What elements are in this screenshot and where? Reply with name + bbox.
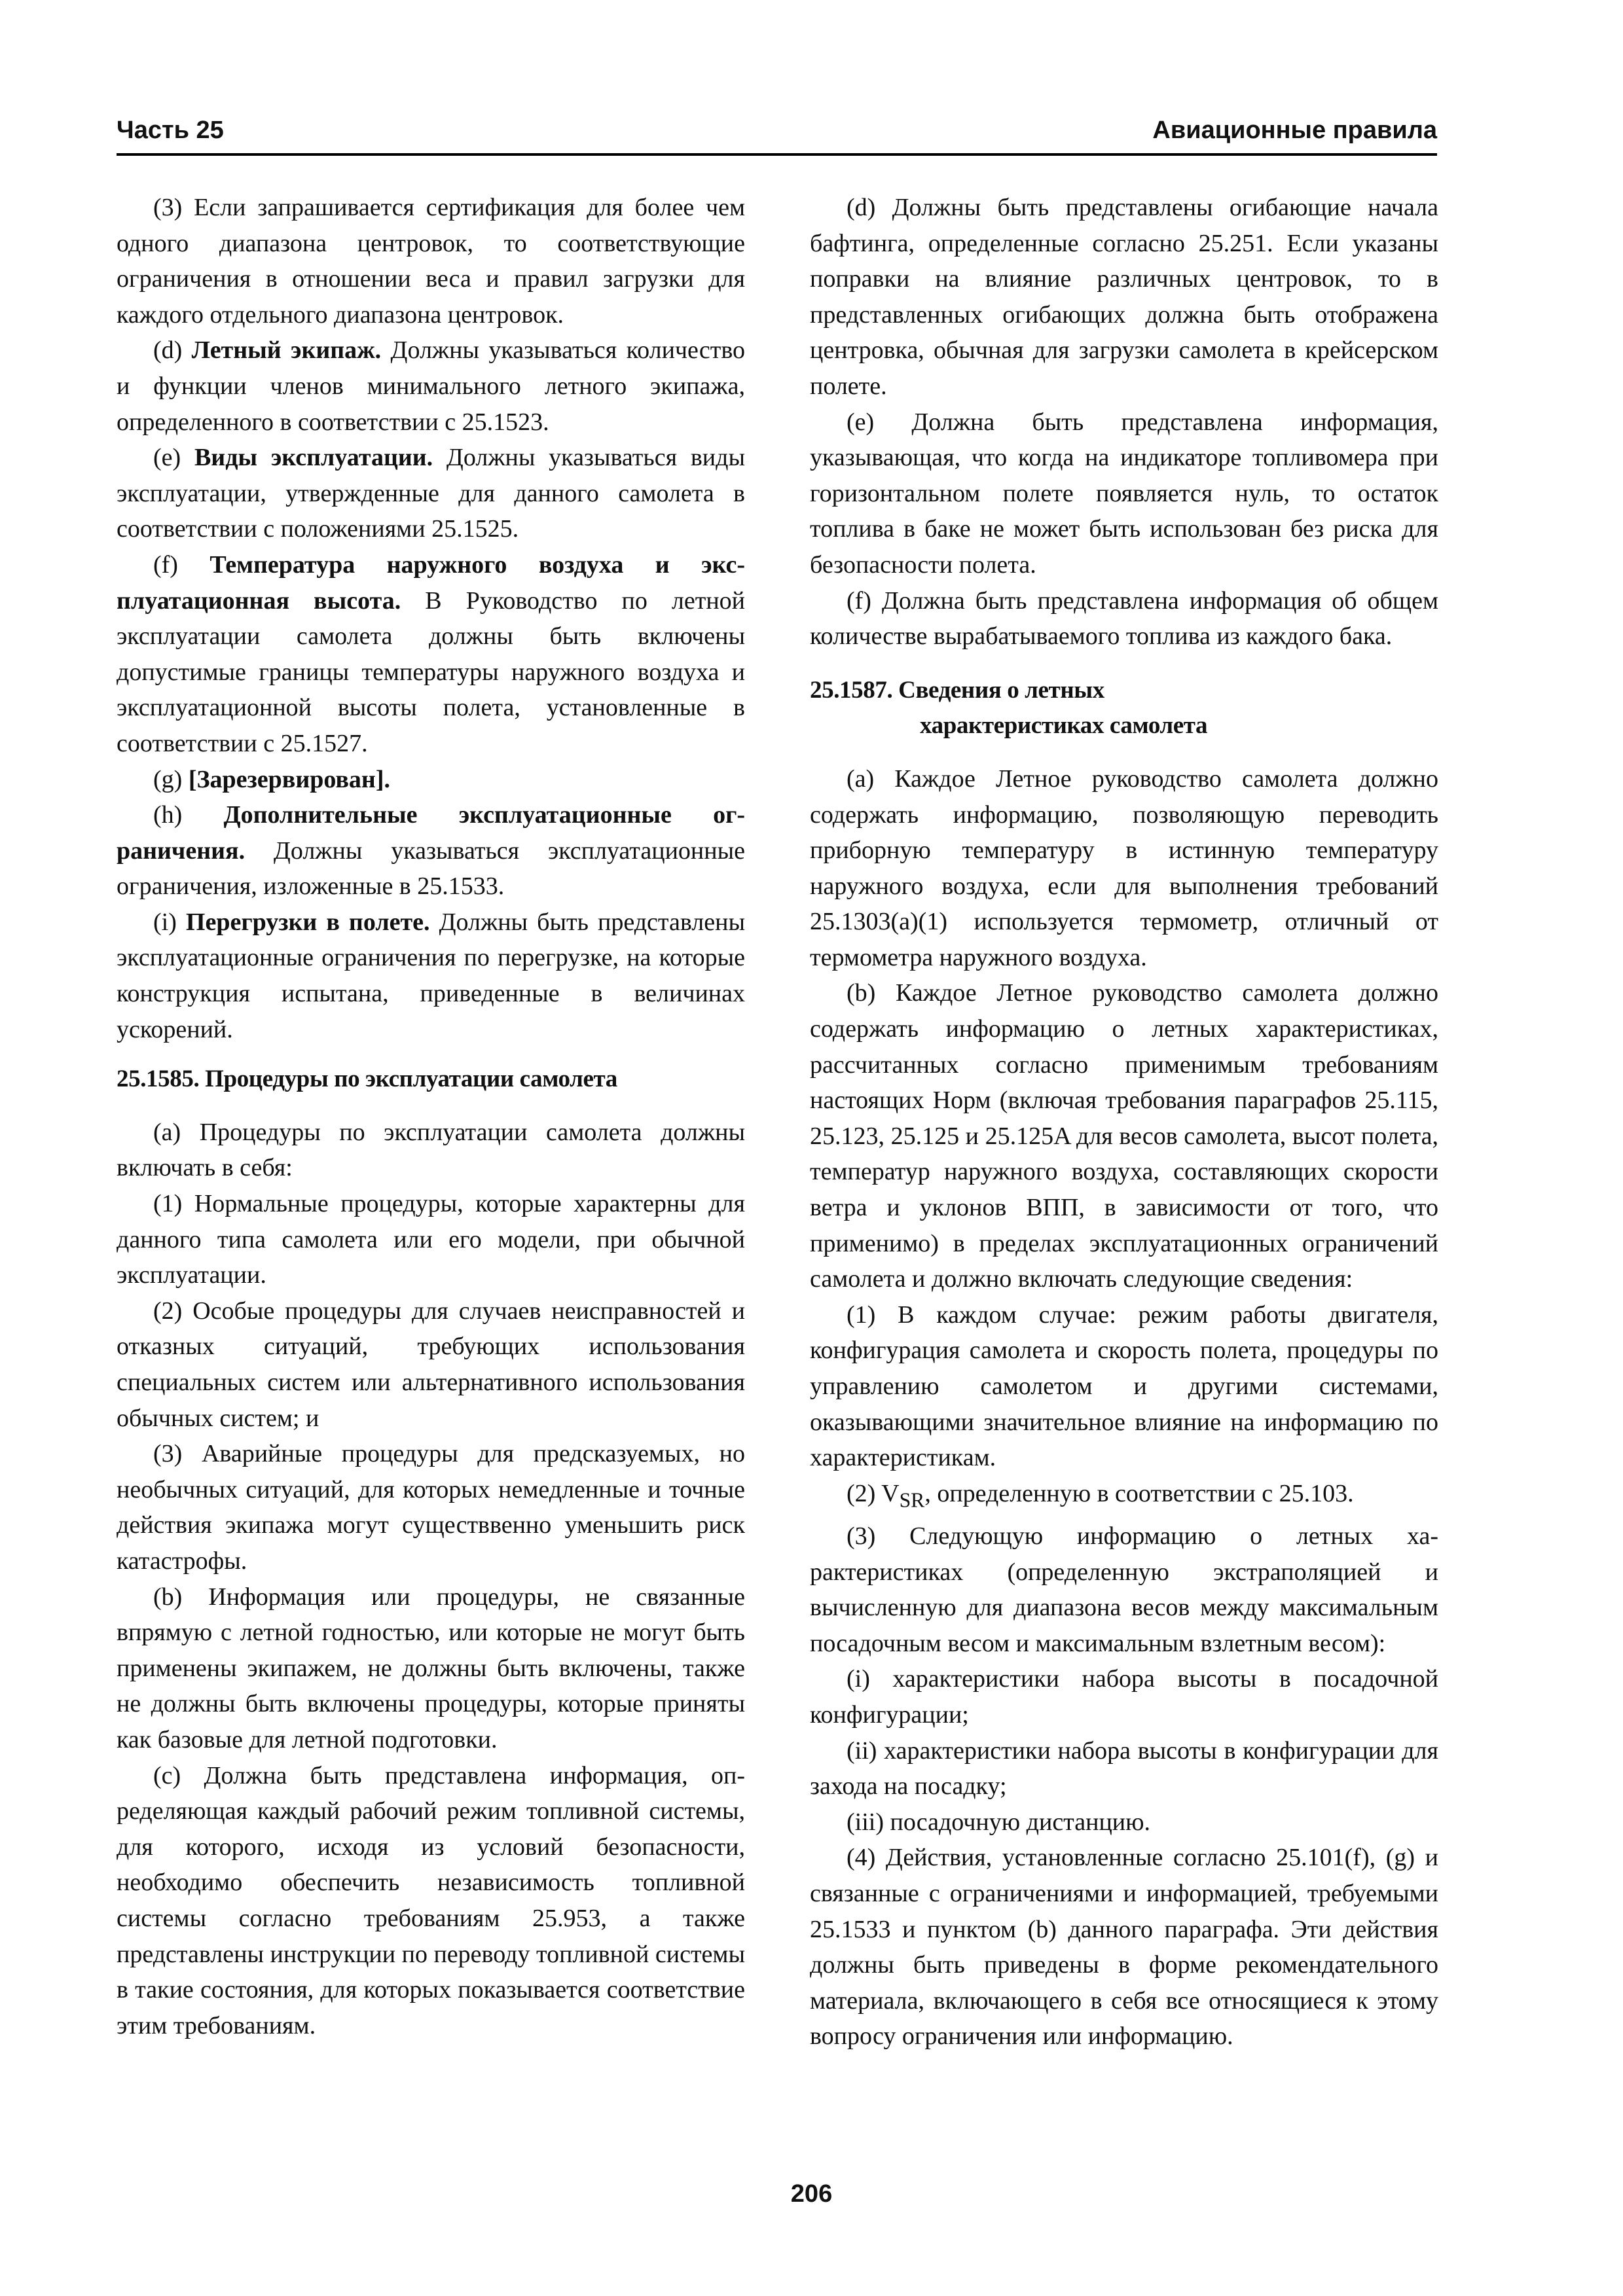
item-title: [Зарезервирован]. [188,765,390,793]
section-heading-25-1587 [810,673,1438,744]
item-text: Должны указываться виды эксплуатации, утвержденные для данного самолета в соответствии с положениями 25.1525. [117,444,745,543]
item-title: Дополнительные эксплуатационные ограничения. [117,801,745,865]
paragraph-e-operation-kinds [117,440,745,547]
paragraph-1587-b3-i: (i) характеристики набора высоты в посадочной конфигурации; [810,1665,1438,1729]
paragraph-d-flight-crew [117,332,745,440]
paragraph-1587-b3-ii: (ii) характеристики набора высоты в конфигурации для захода на посадку; [810,1736,1438,1801]
item-lead: (h) [153,801,224,829]
paragraph-1585-a2: (2) Особые процедуры для случаев неисправностей и отказных ситуаций, требующих использования специальных систем или альтернативного использования обычных систем; и [117,1297,745,1432]
vsr-prefix: (2) V [847,1479,900,1507]
page-number: 206 [790,2180,833,2208]
item-text: Должны указываться количество и функции членов минимального летного экипажа, определенного в соответствии с 25.1523. [117,336,745,436]
heading-line-2: характеристиках самолета [920,712,1208,740]
item-title: Перегрузки в полете. [185,908,430,936]
paragraph-1587-b3: (3) Следующую информацию о летных характеристиках (определенную экстраполяцией и вычисленную для диапазона весов между максимальным посадочным весом и максимальным взлетным весом): [810,1522,1438,1657]
item-title: Виды эксплуатации. [194,444,433,472]
vsr-subscript: SR [899,1488,925,1512]
paragraph-g-reserved [117,762,745,798]
paragraph-1587-b: (b) Каждое Летное руководство самолета должно содержать информацию о летных характеристиках, рассчитанных согласно применимым требованиям настоящих Норм (включая требования параграфов 25.115, 25.123, 25.125 и 25.125A для весов самолета, высот полета, температур наружного воздуха, составляющих скорости ветра и уклонов ВПП, в зависимости от того, что применимо) в пределах эксплуатационных ограничений самолета и должно включать следующие сведения: [810,979,1438,1293]
header-part-label: Часть 25 [117,117,224,144]
section-heading-25-1585: 25.1585. Процедуры по эксплуатации самолета [117,1066,617,1093]
paragraph-1585-e: (e) Должна быть представлена информация, указывающая, что когда на индикаторе топливомера при горизонтальном полете появляется нуль, то остаток топлива в баке не может быть использован без риска для безопасности полета. [810,408,1438,579]
item-lead: (e) [153,444,194,472]
item-title: Летный экипаж. [191,336,382,365]
item-title: Температура наружного воздуха и эксплуатационная высота. [117,550,745,615]
header-document-title: Авиационные правила [1152,117,1437,144]
paragraph-i-load-factors [117,905,745,1047]
vsr-text: , определенную в соответствии с 25.103. [924,1479,1354,1507]
item-lead: (f) [153,550,210,579]
heading-line-1: 25.1587. Сведения о летных [810,676,1104,704]
item-text: В Руководство по летной эксплуатации самолета должны быть включены допустимые границы температуры наружного воздуха и эксплуатационной высоты полета, установленные в соответствии с 25.1527. [117,586,745,757]
item-text: Должны указываться эксплуатационные ограничения, изложенные в 25.1533. [117,836,745,901]
paragraph-c3: (3) Если запрашивается сертификация для более чем одного диапазона центровок, то соответствующие ограничения в отношении веса и правил загрузки для каждого отдельного диапазона центровок. [117,194,745,329]
paragraph-1587-b2 [810,1476,1438,1518]
paragraph-1585-b: (b) Информация или процедуры, не связанные впрямую с летной годностью, или которые не могут быть применены экипажем, не должны быть включены, также не должны быть включены процедуры, которые приняты как базовые для летной подготовки. [117,1583,745,1753]
paragraph-1585-a3: (3) Аварийные процедуры для предсказуемых, но необычных ситуаций, для которых немедленные и точные действия экипажа могут существвенно уменьшить риск катастрофы. [117,1440,745,1575]
paragraph-1587-b4: (4) Действия, установленные согласно 25.101(f), (g) и связанные с ограничениями и информацией, требуемыми 25.1533 и пунктом (b) данного параграфа. Эти действия должны быть приведены в форме рекомендательного материала, включающего в себя все относящиеся к этому вопросу ограничения или информацию. [810,1844,1438,2051]
item-lead: (d) [153,336,192,365]
paragraph-1587-b3-iii: (iii) посадочную дистанцию. [847,1808,1151,1836]
left-column [117,190,745,2043]
paragraph-h-additional-limits [117,797,745,905]
paragraph-f-temperature-altitude [117,547,745,762]
item-text: Должны быть представлены эксплуатационные ограничения по перегрузке, на которые конструкция испытана, приведенные в величинах ускорений. [117,908,745,1043]
paragraph-1587-a: (a) Каждое Летное руководство самолета должно содержать информацию, позволяющую переводить приборную температуру в истинную температуру наружного воздуха, если для выполнения требований 25.1303(a)(1) используется термометр, отличный от термометра наружного воздуха. [810,764,1438,971]
paragraph-1585-a: (a) Процедуры по эксплуатации самолета должны включать в себя: [117,1118,745,1182]
paragraph-1585-f: (f) Должна быть представлена информация об общем количестве вырабатываемого топлива из каждого бака. [810,586,1438,651]
paragraph-1585-a1: (1) Нормальные процедуры, которые характерны для данного типа самолета или его модели, при обычной эксплуатации. [117,1190,745,1289]
paragraph-1587-b1: (1) В каждом случае: режим работы двигателя, конфигурация самолета и скорость полета, процедуры по управлению самолетом и другими системами, оказывающими значительное влияние на информацию по характеристикам. [810,1300,1438,1472]
item-lead: (i) [153,908,186,936]
item-lead: (g) [153,765,189,793]
paragraph-1585-d: (d) Должны быть представлены огибающие начала бафтинга, определенные согласно 25.251. Если указаны поправки на влияние различных центровок, то в представленных огибающих должна быть отображена центровка, обычная для загрузки самолета в крейсерском полете. [810,194,1438,400]
page-header [117,113,1437,156]
right-column [810,190,1438,2054]
paragraph-1585-c: (c) Должна быть представлена информация, определяющая каждый рабочий режим топливной системы, для которого, исходя из условий безопасности, необходимо обеспечить независимость топливной системы согласно требованиям 25.953, а также представлены инструкции по переводу топливной системы в такие состояния, для которых показывается соответствие этим требованиям. [117,1761,745,2039]
